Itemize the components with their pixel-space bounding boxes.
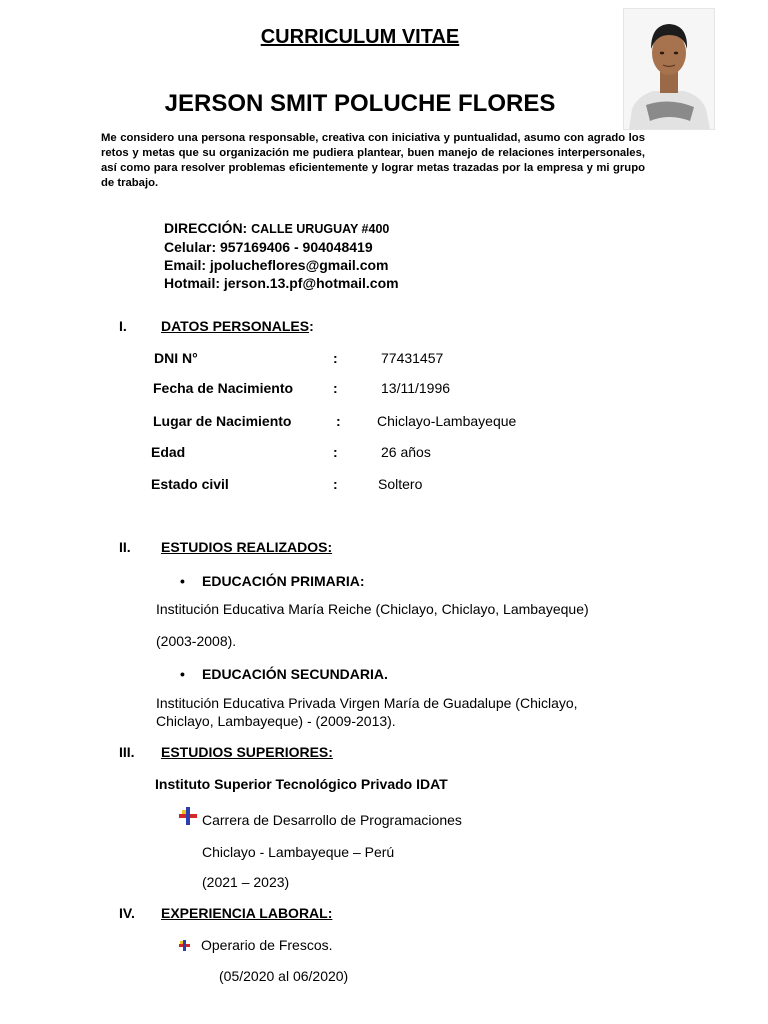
primary-title: EDUCACIÓN PRIMARIA: — [202, 573, 365, 589]
personal-colon: : — [333, 350, 338, 366]
section-number-experience: IV. — [119, 905, 135, 921]
personal-colon: : — [333, 380, 338, 396]
section-title-experience: EXPERIENCIA LABORAL: — [161, 905, 333, 921]
institute-name: Instituto Superior Tecnológico Privado IDAT — [155, 776, 448, 792]
contact-hotmail: Hotmail: jerson.13.pf@hotmail.com — [164, 275, 399, 291]
profile-photo — [623, 8, 715, 130]
personal-label-age: Edad — [151, 444, 186, 460]
document-title: CURRICULUM VITAE — [260, 26, 460, 48]
personal-value-birthplace: Chiclayo-Lambayeque — [377, 413, 517, 429]
personal-label-birthplace: Lugar de Nacimiento — [153, 413, 292, 429]
personal-value-civil-status: Soltero — [378, 476, 423, 492]
personal-value-age: 26 años — [381, 444, 431, 460]
personal-colon: : — [333, 476, 338, 492]
personal-value-birthdate: 13/11/1996 — [381, 380, 451, 396]
secondary-title: EDUCACIÓN SECUNDARIA. — [202, 666, 388, 682]
section-number-higher: III. — [119, 744, 135, 760]
contact-phone: Celular: 957169406 - 904048419 — [164, 239, 373, 255]
personal-label-birthdate: Fecha de Nacimiento — [153, 380, 294, 396]
section-title-personal: DATOS PERSONALES: — [161, 318, 314, 334]
address-label: DIRECCIÓN: — [164, 220, 248, 236]
secondary-school: Institución Educativa Privada Virgen María de Guadalupe (Chiclayo, — [156, 695, 578, 711]
personal-label-dni: DNI N° — [154, 350, 198, 366]
section-number-personal: I. — [119, 318, 127, 334]
person-name: JERSON SMIT POLUCHE FLORES — [164, 90, 556, 117]
job-period: (05/2020 al 06/2020) — [219, 968, 349, 984]
bullet: • — [180, 573, 185, 589]
career-name: Carrera de Desarrollo de Programaciones — [202, 812, 462, 828]
profile-summary: Me considero una persona responsable, creativa con iniciativa y puntualidad, asumo con agrado los retos y metas que su organización me pudiera plantear, buen manejo de relaciones interpersonales, así como para resolver problemas eficientemente y lograr metas trazadas por la empresa y mi grupo de trabajo. — [101, 132, 645, 189]
contact-email: Email: jpolucheflores@gmail.com — [164, 257, 389, 273]
personal-label-civil-status: Estado civil — [151, 476, 229, 492]
personal-colon: : — [333, 444, 338, 460]
bullet: • — [180, 666, 185, 682]
person-photo-icon — [624, 9, 714, 129]
primary-school: Institución Educativa María Reiche (Chiclayo, Chiclayo, Lambayeque) — [156, 601, 589, 617]
contact-address — [164, 220, 389, 236]
personal-colon: : — [336, 413, 341, 429]
career-years: (2021 – 2023) — [202, 874, 290, 890]
section-title-studies: ESTUDIOS REALIZADOS: — [161, 539, 333, 555]
plus-bullet-icon — [179, 940, 190, 951]
personal-value-dni: 77431457 — [381, 350, 444, 366]
section-number-studies: II. — [119, 539, 131, 555]
secondary-years: Chiclayo, Lambayeque) - (2009-2013). — [156, 713, 396, 729]
address-value: CALLE URUGUAY #400 — [251, 222, 390, 236]
primary-years: (2003-2008). — [156, 633, 237, 649]
section-title-higher: ESTUDIOS SUPERIORES: — [161, 744, 333, 760]
plus-bullet-icon — [179, 807, 197, 825]
career-location: Chiclayo - Lambayeque – Perú — [202, 844, 395, 860]
job-title: Operario de Frescos. — [201, 937, 333, 953]
